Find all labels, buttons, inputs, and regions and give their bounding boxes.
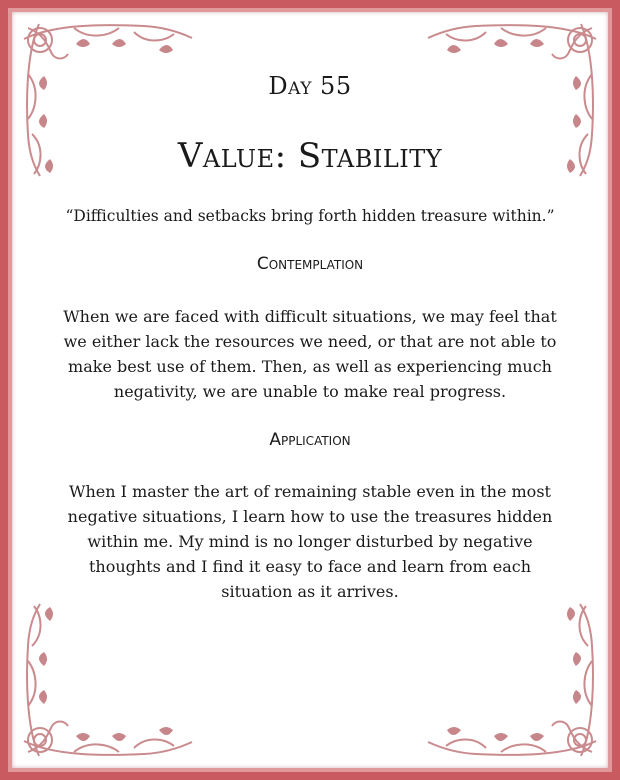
corner-ornament-bottom-right [416, 596, 606, 766]
page [12, 12, 608, 768]
corner-ornament-bottom-left [14, 596, 204, 766]
application-heading: Application [269, 430, 351, 450]
contemplation-text: When we are faced with difficult situations, we may feel that we either lack the resources we need, or that are not able to make best use of them. Then, as well as experiencing much negativity, we are unable to make real progress. [63, 307, 557, 401]
daily-quote: “Difficulties and setbacks bring forth hidden treasure within.” [65, 207, 555, 225]
value-title: Value: Stability [177, 136, 443, 176]
day-number: Day 55 [268, 72, 352, 100]
contemplation-heading: Contemplation [256, 254, 364, 274]
application-text: When I master the art of remaining stable even in the most negative situations, I learn how to use the treasures hidden within me. My mind is no longer disturbed by negative thoughts and I find it easy to face and learn from each situation as it arrives. [67, 482, 553, 601]
